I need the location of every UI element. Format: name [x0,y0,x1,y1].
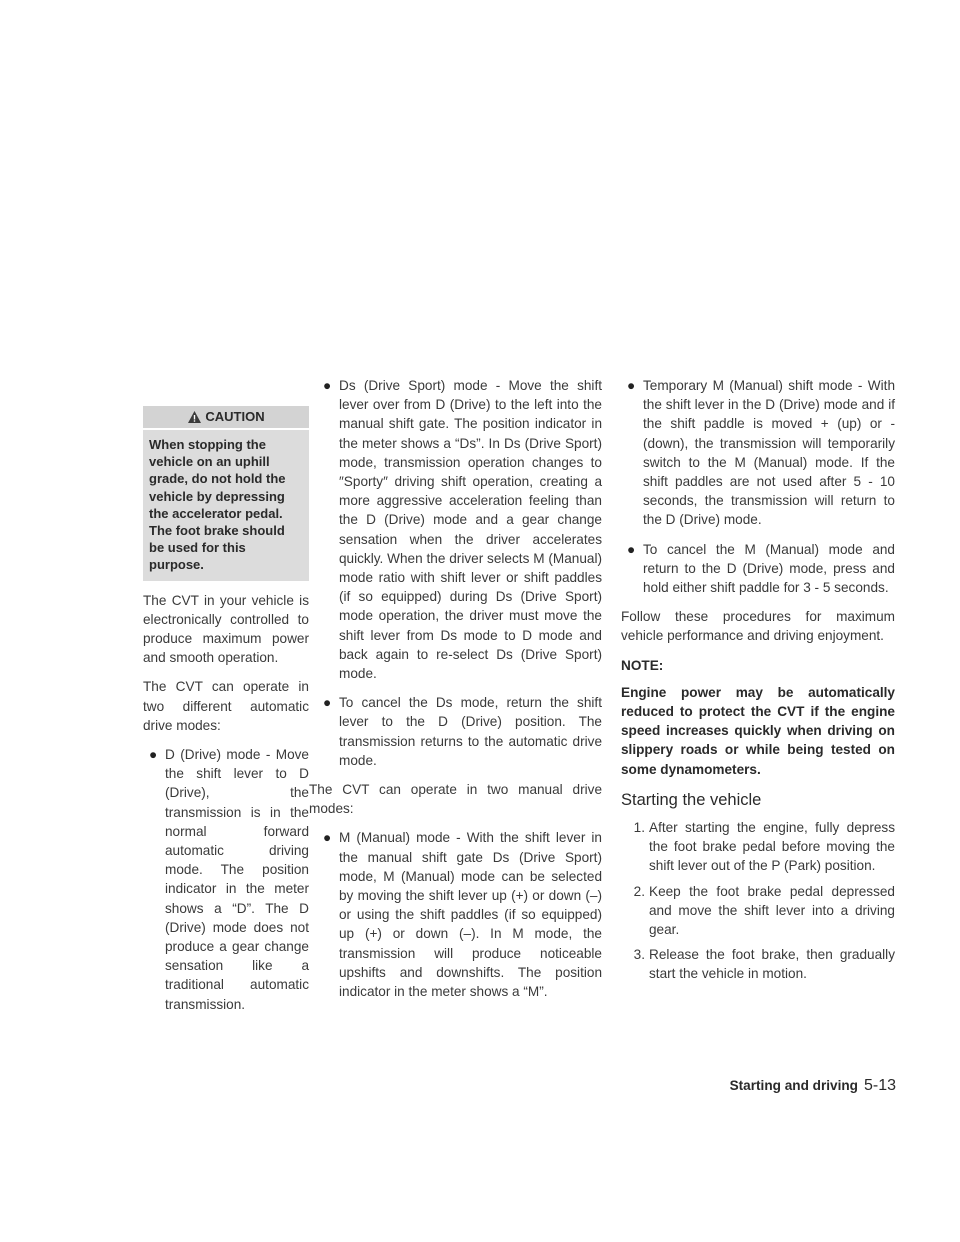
numbered-step [621,882,895,940]
numbered-step [621,945,895,983]
list-item [317,828,602,1001]
paragraph: The CVT in your vehicle is electronically controlled to produce maximum power and smooth operation. [143,592,309,666]
section-heading: Starting the vehicle [621,790,762,809]
paragraph: The CVT can operate in two manual drive modes: [309,782,602,817]
list-item-text: M (Manual) mode - With the shift lever in the manual shift gate Ds (Drive Sport) mode, M (Manual) mode can be selected by moving the shift lever up (+) or down (–) or using the shift paddles (if so equipped) up (+) or down (–). In M mode, the transmission will produce noticeable upshifts and downshifts. The position indicator in the meter shows a “M”. [339,830,602,1000]
step-number: 1. [633,820,645,836]
list-item-text: D (Drive) mode - Move the shift lever to D (Drive), the transmission is in the normal forward automatic driving mode. The position indicator in the meter shows a “D”. The D (Drive) mode does not produce a gear change sensation like a traditional automatic transmission. [165,747,309,1012]
paragraph: The CVT can operate in two different automatic drive modes: [143,679,309,733]
numbered-step [621,818,895,876]
step-number: 2. [633,883,645,899]
bullet-icon: ● [627,541,636,557]
warning-icon [187,410,202,424]
column-2 [309,376,602,1011]
page-footer [700,1077,896,1095]
step-text: Keep the foot brake pedal depressed and move the shift lever into a driving gear. [649,883,895,938]
list-item [143,745,309,1014]
note-label: NOTE: [621,657,664,673]
bullet-icon: ● [627,378,636,393]
page-number: 5-13 [863,1077,896,1094]
bullet-icon: ● [149,747,158,763]
step-text: Release the foot brake, then gradually start the vehicle in motion. [649,947,895,982]
column-1 [143,406,309,1024]
list-item-text: To cancel the M (Manual) mode and return to the D (Drive) mode, press and hold either shift paddle for 3 - 5 seconds. [643,541,895,596]
caution-header [143,406,309,430]
note-text: Engine power may be automatically reduced to protect the CVT if the engine speed increases quickly when driving on slippery roads or while being tested on some dynamometers. [621,684,895,777]
list-item-text: Ds (Drive Sport) mode - Move the shift lever over from D (Drive) to the left into the manual shift gate. The position indicator in the meter shows a “Ds”. In Ds (Drive Sport) mode, transmission operation changes to ″Sporty″ driving shift operation, creating a more aggressive acceleration feeling than the D (Drive) mode and a gear change sensation when the driver accelerates quickly. When the driver selects M (Manual) mode ratio with shift lever or shift paddles (if so equipped) during Ds (Drive Sport) mode operation, the driver must move the shift lever from Ds mode to D mode and back again to re-select Ds (Drive Sport) mode. [339,378,602,682]
step-number: 3. [633,947,645,963]
list-item [621,376,895,530]
list-item-text: To cancel the Ds mode, return the shift lever to the D (Drive) position. The transmission returns to the automatic drive mode. [339,695,602,768]
list-item [621,540,895,598]
footer-section-title: Starting and driving [729,1078,858,1093]
paragraph: Follow these procedures for maximum vehicle performance and driving enjoyment. [621,609,895,644]
step-text: After starting the engine, fully depress the foot brake pedal before moving the shift lever out of the P (Park) position. [649,820,895,874]
bullet-icon: ● [323,378,332,393]
caution-box [143,406,309,581]
caution-title: CAUTION [205,409,265,425]
column-3 [621,376,895,990]
bullet-icon: ● [323,695,332,711]
caution-text: When stopping the vehicle on an uphill grade, do not hold the vehicle by depressing the accelerator pedal. The foot brake should be used for this purpose. [149,437,286,573]
list-item [317,693,602,770]
bullet-icon: ● [323,830,332,846]
list-item [317,376,602,683]
list-item-text: Temporary M (Manual) shift mode - With the shift lever in the D (Drive) mode and if the shift paddle is moved + (up) or - (down), the transmission will temporarily switch to the M (Manual) mode. If the shift paddles are not used after 5 - 10 seconds, the transmission will return to the D (Drive) mode. [643,378,895,528]
